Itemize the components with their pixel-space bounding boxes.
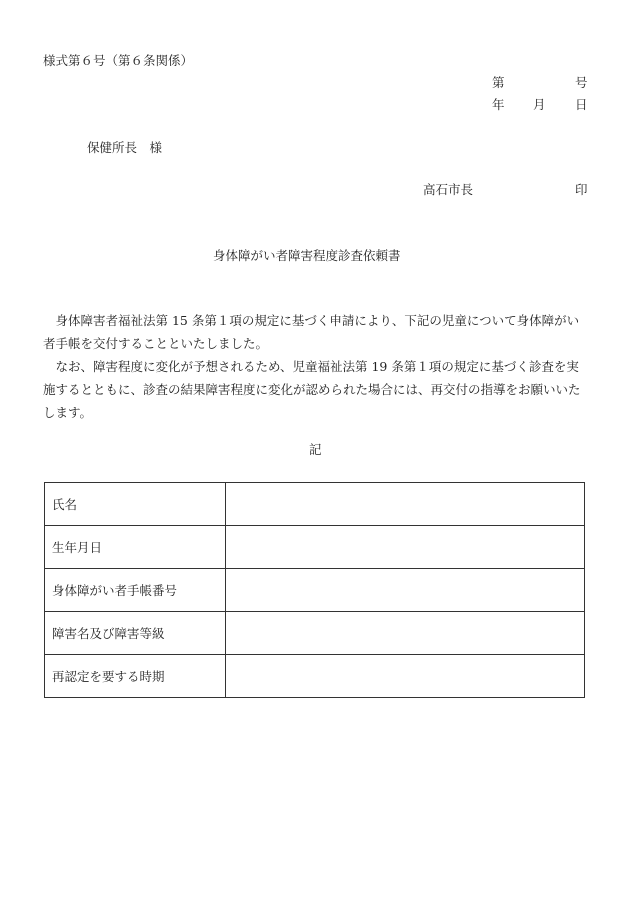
table-row (45, 526, 585, 569)
row-value-name (226, 483, 585, 526)
addressee: 保健所長 様 (87, 140, 163, 155)
row-label-handbook-number: 身体障がい者手帳番号 (45, 569, 226, 612)
row-label-recertification-period: 再認定を要する時期 (45, 655, 226, 698)
row-label-birthdate: 生年月日 (45, 526, 226, 569)
sender-name: 高石市長 (423, 182, 474, 197)
document-title: 身体障がい者障害程度診査依頼書 (213, 248, 401, 263)
table-row (45, 612, 585, 655)
row-value-birthdate (226, 526, 585, 569)
body-paragraph-1: 身体障害者福祉法第 15 条第１項の規定に基づく申請により、下記の児童について身体障がい者手帳を交付することといたしました。 (43, 313, 580, 351)
date-month-label: 月 (533, 97, 546, 112)
row-label-name: 氏名 (45, 483, 226, 526)
form-number: 様式第６号（第６条関係） (43, 53, 194, 68)
date-year-label: 年 (492, 97, 505, 112)
date-day-label: 日 (575, 97, 588, 112)
details-table (44, 482, 585, 698)
row-value-handbook-number (226, 569, 585, 612)
sender-seal: 印 (575, 182, 588, 197)
ki-marker: 記 (309, 442, 322, 457)
table-row (45, 569, 585, 612)
document-number-suffix: 号 (575, 75, 588, 90)
row-value-recertification-period (226, 655, 585, 698)
table-row (45, 655, 585, 698)
table-row (45, 483, 585, 526)
row-label-disability-grade: 障害名及び障害等級 (45, 612, 226, 655)
document-number-prefix: 第 (492, 75, 505, 90)
row-value-disability-grade (226, 612, 585, 655)
body-paragraph-2: なお、障害程度に変化が予想されるため、児童福祉法第 19 条第１項の規定に基づく診査を実施するとともに、診査の結果障害程度に変化が認められた場合には、再交付の指導をお願いいたします。 (43, 359, 581, 420)
